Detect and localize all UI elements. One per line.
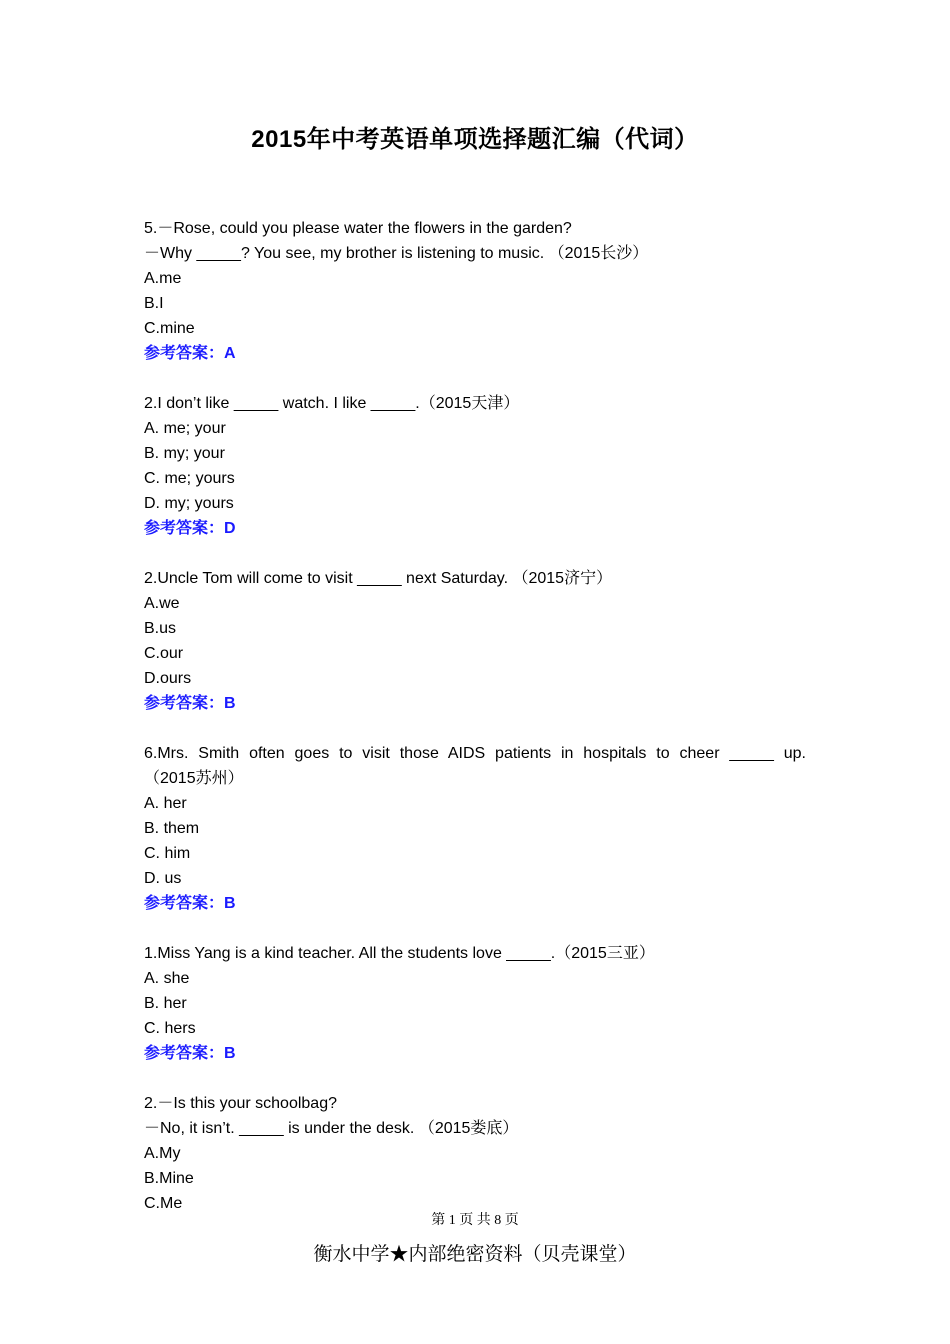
option-b: B. my; your xyxy=(144,445,225,462)
option-c: C. me; yours xyxy=(144,470,235,487)
question-stem: 1.Miss Yang is a kind teacher. All the students love _____.（2015三亚） xyxy=(144,945,655,962)
option-c: C.mine xyxy=(144,320,195,337)
question-item xyxy=(144,391,806,541)
option-b: B.us xyxy=(144,620,177,637)
reference-answer: 参考答案：B xyxy=(144,695,236,712)
question-item xyxy=(144,941,806,1066)
question-source: （2015苏州） xyxy=(144,770,244,787)
question-item xyxy=(144,216,806,366)
question-stem: 2.I don’t like _____ watch. I like _____.（2015天津） xyxy=(144,395,520,412)
option-d: D. us xyxy=(144,870,182,887)
document-title: 2015年中考英语单项选择题汇编（代词） xyxy=(251,126,699,153)
question-stem: －No, it isn’t. _____ is under the desk. （2015娄底） xyxy=(144,1120,519,1137)
option-c: C. hers xyxy=(144,1020,196,1037)
option-a: A. her xyxy=(144,795,187,812)
reference-answer: 参考答案：D xyxy=(144,520,236,537)
reference-answer: 参考答案：B xyxy=(144,895,236,912)
option-a: A.me xyxy=(144,270,182,287)
option-c: C.our xyxy=(144,645,184,662)
question-item xyxy=(144,741,806,916)
option-a: A. me; your xyxy=(144,420,226,437)
option-d: D.ours xyxy=(144,670,192,687)
question-item xyxy=(144,566,806,716)
reference-answer: 参考答案：A xyxy=(144,345,236,362)
option-a: A.My xyxy=(144,1145,181,1162)
option-b: B. her xyxy=(144,995,187,1012)
option-b: B.Mine xyxy=(144,1170,194,1187)
question-stem: 6.Mrs. Smith often goes to visit those AIDS patients in hospitals to cheer _____ up. xyxy=(144,745,806,762)
question-stem: 5.－Rose, could you please water the flowers in the garden? xyxy=(144,220,572,237)
option-b: B. them xyxy=(144,820,200,837)
footer-note: 衡水中学★内部绝密资料（贝壳课堂） xyxy=(313,1244,637,1265)
question-item xyxy=(144,1091,806,1216)
reference-answer: 参考答案：B xyxy=(144,1045,236,1062)
question-stem: 2.－Is this your schoolbag? xyxy=(144,1095,337,1112)
option-a: A. she xyxy=(144,970,190,987)
option-c: C.Me xyxy=(144,1195,183,1212)
question-stem: －Why _____? You see, my brother is listening to music. （2015长沙） xyxy=(144,245,649,262)
page-number: 第 1 页 共 8 页 xyxy=(431,1213,519,1228)
option-b: B.I xyxy=(144,295,164,312)
option-c: C. him xyxy=(144,845,191,862)
option-a: A.we xyxy=(144,595,180,612)
option-d: D. my; yours xyxy=(144,495,234,512)
question-list xyxy=(144,216,806,1241)
question-stem: 2.Uncle Tom will come to visit _____ next Saturday. （2015济宁） xyxy=(144,570,613,587)
